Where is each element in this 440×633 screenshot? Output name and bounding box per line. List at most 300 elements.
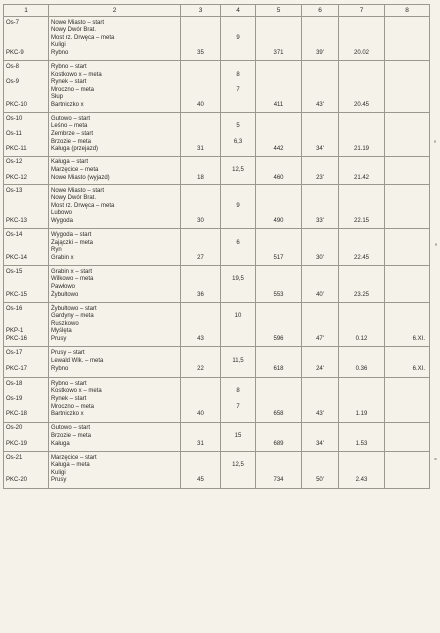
- cell-line: [221, 336, 255, 344]
- cell-line: 5: [236, 123, 240, 130]
- cell-line: [4, 276, 48, 284]
- table-row: [4, 61, 430, 113]
- cell-c8: [385, 185, 430, 229]
- cell-line: [302, 381, 338, 389]
- cell-line: [256, 350, 301, 358]
- column-header: 1: [4, 5, 49, 17]
- cell-c8: [385, 377, 430, 422]
- cell-line: 24': [316, 365, 324, 372]
- cell-line: 20.02: [353, 50, 369, 57]
- cell-line: [339, 276, 384, 284]
- cell-line: [256, 116, 301, 124]
- cell-c7: [339, 229, 385, 266]
- cell-c6: [302, 302, 339, 346]
- cell-line: [181, 42, 220, 50]
- cell-line: 6.XI.: [412, 335, 425, 342]
- cell-line: [256, 27, 301, 35]
- cell-c1: [4, 185, 49, 229]
- cell-line: [385, 240, 429, 248]
- cell-line: [221, 102, 255, 110]
- cell-line: Brzozie – meta: [51, 138, 92, 145]
- cell-c8: [385, 451, 430, 488]
- cell-line: [302, 79, 338, 87]
- cell-c8: [385, 61, 430, 113]
- cell-line: Rybno – start: [51, 64, 87, 71]
- cell-c1: [4, 451, 49, 488]
- cell-line: Os-13: [6, 187, 23, 194]
- column-header: 2: [49, 5, 181, 17]
- cell-line: 34': [316, 146, 324, 153]
- cell-line: [181, 381, 220, 389]
- cell-line: [256, 131, 301, 139]
- cell-line: [385, 477, 429, 485]
- cell-line: [339, 72, 384, 80]
- cell-line: 2.43: [355, 477, 368, 484]
- cell-c2: [49, 266, 181, 303]
- table-row: [4, 347, 430, 377]
- cell-line: [339, 79, 384, 87]
- cell-line: [181, 72, 220, 80]
- cell-line: [339, 42, 384, 50]
- cell-line: [256, 381, 301, 389]
- cell-line: Kaługa – start: [51, 159, 89, 166]
- table-row: [4, 266, 430, 303]
- cell-line: 9: [236, 34, 240, 41]
- cell-c3: [181, 347, 221, 377]
- cell-line: [339, 455, 384, 463]
- cell-line: [302, 306, 338, 314]
- cell-line: 23.25: [353, 291, 369, 298]
- cell-c1: [4, 113, 49, 157]
- cell-line: [4, 27, 48, 35]
- cell-c4: [221, 422, 256, 451]
- cell-line: [302, 131, 338, 139]
- cell-c1: [4, 347, 49, 377]
- cell-line: Gardyny – meta: [51, 313, 94, 320]
- cell-line: [385, 102, 429, 110]
- cell-line: PKP-1: [6, 328, 24, 335]
- cell-line: Wilkowo – meta: [51, 276, 94, 283]
- cell-c5: [256, 185, 302, 229]
- cell-c5: [256, 266, 302, 303]
- cell-line: [385, 350, 429, 358]
- cell-line: [256, 470, 301, 478]
- cell-line: [339, 139, 384, 147]
- cell-c8: [385, 266, 430, 303]
- cell-line: Os-7: [6, 19, 20, 26]
- cell-line: [221, 470, 255, 478]
- cell-c6: [302, 451, 339, 488]
- cell-line: [221, 321, 255, 329]
- cell-c1: [4, 266, 49, 303]
- cell-c1: [4, 422, 49, 451]
- cell-line: 45: [197, 477, 204, 484]
- cell-line: [221, 284, 255, 292]
- cell-c3: [181, 113, 221, 157]
- cell-line: 7: [236, 86, 240, 93]
- cell-line: [302, 139, 338, 147]
- cell-line: Rybno: [51, 365, 69, 372]
- cell-line: [385, 255, 429, 263]
- cell-line: [256, 396, 301, 404]
- cell-line: [181, 470, 220, 478]
- cell-line: [385, 306, 429, 314]
- cell-c4: [221, 17, 256, 61]
- cell-line: 21.42: [353, 174, 369, 181]
- cell-line: [302, 328, 338, 336]
- cell-line: [339, 433, 384, 441]
- cell-line: [256, 203, 301, 211]
- cell-line: [385, 396, 429, 404]
- cell-line: [385, 188, 429, 196]
- cell-c4: [221, 113, 256, 157]
- cell-line: 460: [273, 174, 284, 181]
- cell-line: 43': [316, 102, 324, 108]
- cell-line: [302, 247, 338, 255]
- cell-line: 8: [236, 388, 240, 395]
- cell-line: 442: [273, 146, 284, 153]
- cell-line: 36: [197, 291, 204, 298]
- cell-line: Lubowo: [51, 210, 73, 217]
- table-row: [4, 229, 430, 266]
- cell-line: Prusy – start: [51, 350, 85, 357]
- cell-line: [181, 247, 220, 255]
- cell-c5: [256, 451, 302, 488]
- cell-line: Os-21: [6, 454, 23, 461]
- cell-line: [181, 167, 220, 175]
- cell-line: [302, 404, 338, 412]
- cell-line: [385, 146, 429, 154]
- cell-line: [221, 116, 255, 124]
- cell-line: [385, 116, 429, 124]
- cell-line: [256, 94, 301, 102]
- cell-line: [385, 284, 429, 292]
- cell-line: [181, 159, 220, 167]
- cell-line: [339, 210, 384, 218]
- cell-line: [181, 232, 220, 240]
- cell-line: [4, 247, 48, 255]
- cell-line: [4, 462, 48, 470]
- cell-line: [385, 50, 429, 58]
- cell-line: [4, 195, 48, 203]
- cell-line: [302, 159, 338, 167]
- cell-c7: [339, 302, 385, 346]
- cell-c5: [256, 377, 302, 422]
- cell-line: [302, 284, 338, 292]
- cell-c8: [385, 347, 430, 377]
- cell-line: Os-16: [6, 305, 23, 312]
- cell-line: Mroczno – meta: [51, 86, 95, 93]
- cell-line: [221, 175, 255, 183]
- cell-line: [385, 433, 429, 441]
- cell-line: [181, 350, 220, 358]
- cell-c5: [256, 157, 302, 185]
- cell-line: [385, 388, 429, 396]
- cell-line: [4, 321, 48, 329]
- cell-line: [221, 366, 255, 374]
- cell-line: 19,5: [232, 276, 244, 283]
- cell-line: [339, 350, 384, 358]
- cell-c3: [181, 17, 221, 61]
- cell-c7: [339, 61, 385, 113]
- cell-line: 33': [316, 218, 324, 225]
- cell-line: Ruszkowo: [51, 320, 79, 327]
- cell-c1: [4, 302, 49, 346]
- cell-line: 9: [236, 202, 240, 209]
- cell-line: [385, 167, 429, 175]
- cell-c5: [256, 347, 302, 377]
- cell-c3: [181, 266, 221, 303]
- cell-c3: [181, 185, 221, 229]
- cell-line: [256, 159, 301, 167]
- cell-line: [302, 433, 338, 441]
- cell-line: 371: [273, 50, 284, 57]
- cell-line: 30': [316, 254, 324, 261]
- cell-line: Marzęcice – meta: [51, 166, 99, 173]
- column-header: 8: [385, 5, 430, 17]
- cell-c4: [221, 229, 256, 266]
- cell-line: Mroczno – meta: [51, 403, 95, 410]
- cell-line: [302, 358, 338, 366]
- cell-line: [221, 131, 255, 139]
- cell-line: [256, 210, 301, 218]
- cell-c1: [4, 61, 49, 113]
- cell-line: Most rz. Drwęca – meta: [51, 34, 115, 41]
- cell-line: [385, 292, 429, 300]
- cell-line: [256, 240, 301, 248]
- cell-line: [181, 64, 220, 72]
- margin-mark: [434, 458, 437, 460]
- cell-line: 6.XI.: [412, 365, 425, 372]
- cell-line: [385, 131, 429, 139]
- cell-line: [385, 425, 429, 433]
- cell-line: [339, 87, 384, 95]
- cell-line: 6,3: [233, 138, 243, 145]
- cell-line: PKC-17: [6, 365, 28, 372]
- cell-line: Grabin x: [51, 254, 74, 261]
- cell-line: [256, 321, 301, 329]
- cell-line: Zajączki – meta: [51, 239, 94, 246]
- cell-line: [339, 247, 384, 255]
- cell-line: [4, 123, 48, 131]
- cell-line: [4, 470, 48, 478]
- cell-line: [221, 210, 255, 218]
- cell-line: [181, 79, 220, 87]
- cell-line: [385, 411, 429, 419]
- cell-line: Kuligi: [51, 469, 66, 476]
- cell-line: [339, 306, 384, 314]
- cell-line: [4, 87, 48, 95]
- cell-line: Rynek – start: [51, 79, 87, 86]
- cell-line: [385, 139, 429, 147]
- cell-line: [339, 64, 384, 72]
- cell-c2: [49, 422, 181, 451]
- cell-line: [302, 195, 338, 203]
- cell-c4: [221, 157, 256, 185]
- cell-line: [339, 321, 384, 329]
- cell-line: 1.19: [355, 411, 368, 418]
- cell-c7: [339, 17, 385, 61]
- cell-line: [4, 433, 48, 441]
- cell-line: PKC-15: [6, 291, 28, 298]
- cell-line: [385, 94, 429, 102]
- cell-line: Os-9: [6, 79, 20, 86]
- cell-c8: [385, 422, 430, 451]
- cell-line: [256, 35, 301, 43]
- cell-line: Kaługa (przejazd): [51, 146, 99, 153]
- cell-line: [339, 284, 384, 292]
- cell-line: [385, 247, 429, 255]
- cell-line: 18: [197, 174, 204, 181]
- cell-line: [4, 358, 48, 366]
- cell-line: Most rz. Drwęca – meta: [51, 202, 115, 209]
- cell-line: [181, 396, 220, 404]
- cell-line: [385, 404, 429, 412]
- cell-line: [385, 64, 429, 72]
- cell-line: [302, 276, 338, 284]
- cell-line: [385, 358, 429, 366]
- cell-c3: [181, 157, 221, 185]
- cell-line: [256, 232, 301, 240]
- cell-line: Os-14: [6, 232, 23, 239]
- cell-line: [181, 313, 220, 321]
- cell-c6: [302, 347, 339, 377]
- cell-line: [339, 358, 384, 366]
- cell-line: [4, 404, 48, 412]
- cell-c8: [385, 113, 430, 157]
- cell-line: 658: [273, 411, 284, 418]
- cell-line: Bartniczko x: [51, 411, 84, 418]
- cell-line: 7: [236, 403, 240, 410]
- cell-line: [339, 381, 384, 389]
- cell-line: [256, 306, 301, 314]
- cell-line: [302, 425, 338, 433]
- cell-c6: [302, 377, 339, 422]
- cell-line: [302, 388, 338, 396]
- cell-line: 490: [273, 218, 284, 225]
- cell-line: 8: [236, 71, 240, 78]
- cell-c1: [4, 229, 49, 266]
- cell-c2: [49, 157, 181, 185]
- table-row: [4, 17, 430, 61]
- cell-line: Wygoda – start: [51, 232, 92, 239]
- cell-c6: [302, 157, 339, 185]
- cell-line: [181, 328, 220, 336]
- column-number-row: [4, 5, 430, 17]
- cell-line: [256, 188, 301, 196]
- cell-line: 47': [316, 335, 324, 342]
- cell-line: Kostkowo x – meta: [51, 388, 102, 395]
- cell-line: [4, 139, 48, 147]
- cell-line: [385, 42, 429, 50]
- cell-c5: [256, 302, 302, 346]
- cell-line: [339, 313, 384, 321]
- cell-line: [181, 404, 220, 412]
- cell-line: Prusy: [51, 477, 67, 484]
- cell-c5: [256, 229, 302, 266]
- cell-line: 0.36: [355, 365, 368, 372]
- cell-line: [221, 455, 255, 463]
- cell-line: Zembrze – start: [51, 131, 94, 138]
- cell-line: [4, 167, 48, 175]
- cell-line: [385, 218, 429, 226]
- cell-line: [339, 404, 384, 412]
- cell-line: Słup: [51, 94, 64, 101]
- cell-line: [181, 321, 220, 329]
- cell-c6: [302, 185, 339, 229]
- cell-line: [256, 388, 301, 396]
- cell-c7: [339, 451, 385, 488]
- cell-line: [339, 462, 384, 470]
- cell-line: [385, 87, 429, 95]
- cell-line: [339, 20, 384, 28]
- cell-line: [339, 195, 384, 203]
- margin-mark: [435, 243, 437, 246]
- cell-line: [385, 195, 429, 203]
- cell-line: [256, 462, 301, 470]
- cell-line: [302, 87, 338, 95]
- cell-line: [181, 123, 220, 131]
- cell-line: [339, 116, 384, 124]
- cell-line: 22.45: [353, 254, 369, 261]
- cell-c5: [256, 113, 302, 157]
- cell-line: [4, 35, 48, 43]
- cell-line: Os-8: [6, 64, 20, 71]
- cell-line: [302, 42, 338, 50]
- cell-line: [4, 72, 48, 80]
- cell-line: [256, 79, 301, 87]
- cell-line: [221, 218, 255, 226]
- cell-line: Kostkowo x – meta: [51, 71, 102, 78]
- cell-line: [302, 470, 338, 478]
- cell-line: [256, 42, 301, 50]
- cell-c4: [221, 302, 256, 346]
- cell-line: [339, 232, 384, 240]
- cell-line: [339, 388, 384, 396]
- cell-line: [385, 210, 429, 218]
- cell-c1: [4, 157, 49, 185]
- cell-c2: [49, 61, 181, 113]
- cell-line: Brzozie – meta: [51, 433, 92, 439]
- cell-line: [181, 20, 220, 28]
- table-row: [4, 185, 430, 229]
- cell-c5: [256, 17, 302, 61]
- cell-line: [339, 167, 384, 175]
- cell-line: [385, 72, 429, 80]
- cell-line: Nowe Miasto – start: [51, 187, 105, 194]
- cell-line: [339, 269, 384, 277]
- cell-line: [256, 433, 301, 441]
- cell-line: [385, 27, 429, 35]
- table-row: [4, 302, 430, 346]
- cell-line: 27: [197, 254, 204, 261]
- cell-line: Os-18: [6, 380, 23, 387]
- cell-line: 30: [197, 218, 204, 225]
- cell-c7: [339, 347, 385, 377]
- cell-c6: [302, 229, 339, 266]
- cell-c4: [221, 377, 256, 422]
- cell-line: Myślęta: [51, 328, 72, 335]
- cell-line: Gutowo – start: [51, 425, 91, 432]
- cell-line: [221, 188, 255, 196]
- cell-line: 34': [316, 440, 324, 447]
- cell-line: [181, 306, 220, 314]
- cell-line: [221, 79, 255, 87]
- cell-line: 6: [236, 239, 240, 246]
- cell-line: 40': [316, 291, 324, 298]
- cell-line: 43': [316, 411, 324, 418]
- cell-line: [221, 269, 255, 277]
